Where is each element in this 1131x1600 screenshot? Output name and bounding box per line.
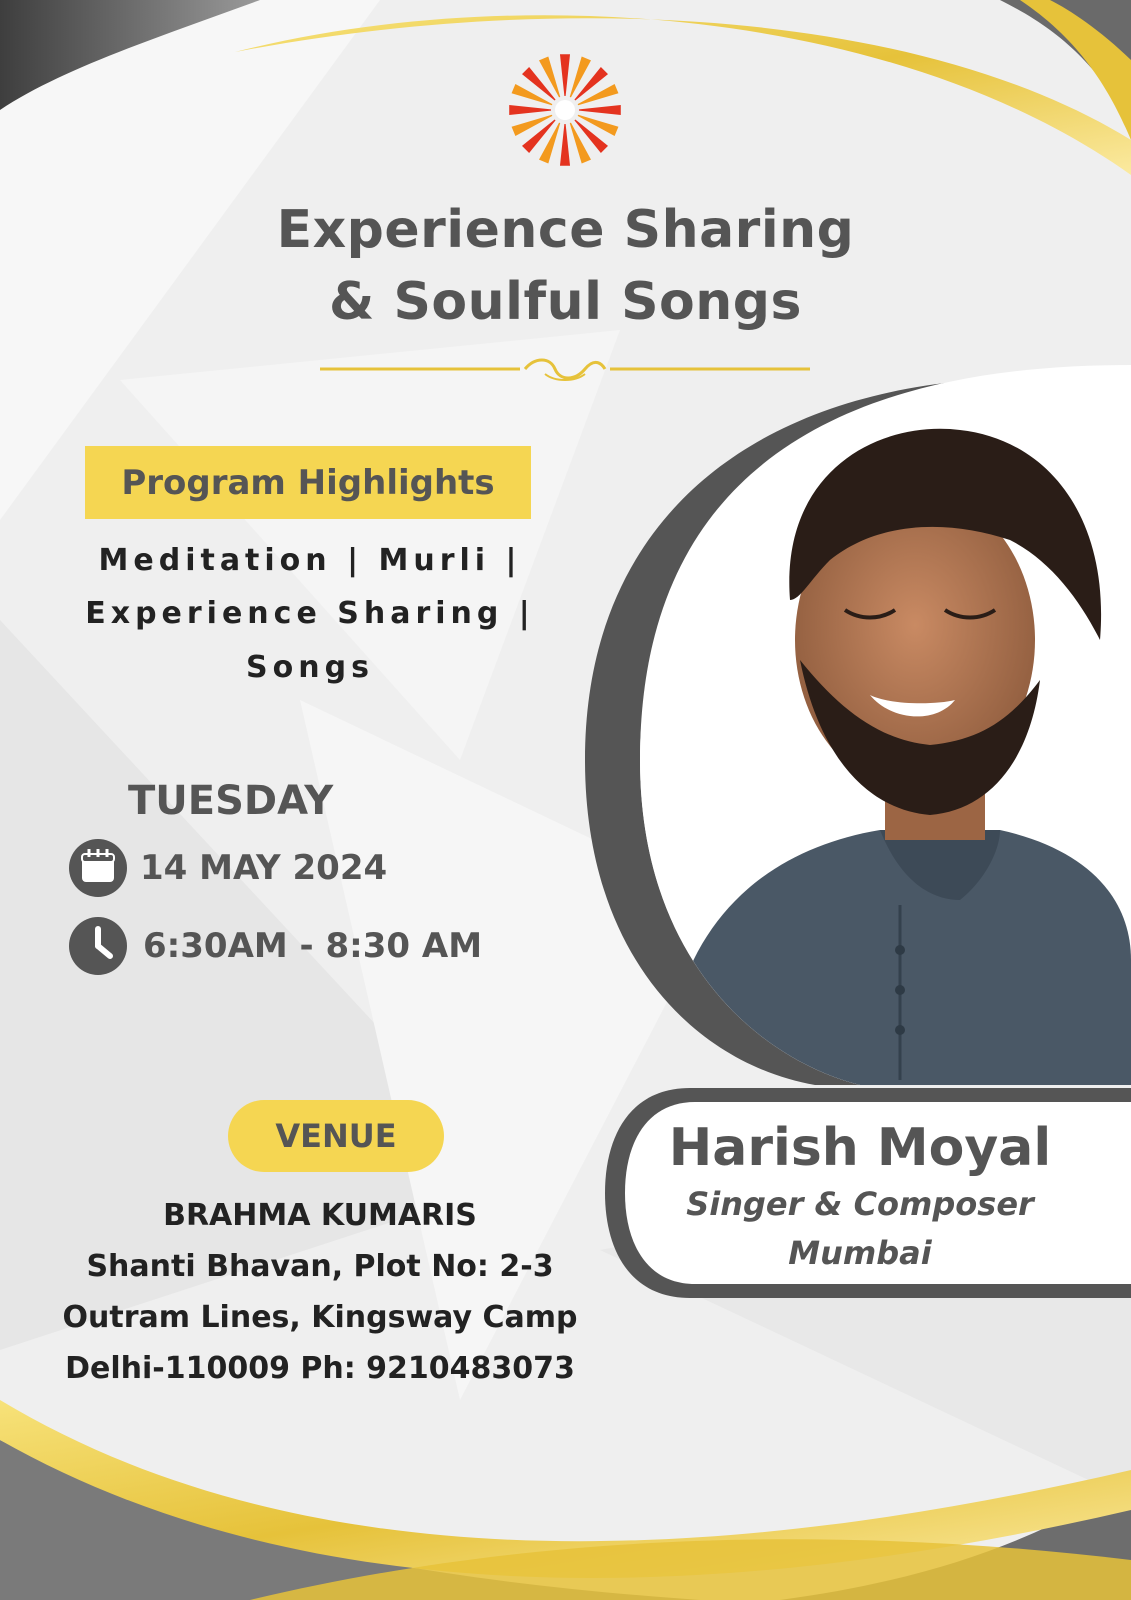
logo-ray xyxy=(512,84,553,105)
speaker-city: Mumbai xyxy=(788,1234,932,1272)
highlights-label: Program Highlights xyxy=(121,462,495,503)
venue-label: VENUE xyxy=(275,1117,397,1155)
logo-ray xyxy=(579,105,621,115)
logo-ray xyxy=(570,57,591,98)
venue-line-4: Delhi-110009 Ph: 9210483073 xyxy=(65,1351,575,1386)
ornament-divider xyxy=(320,354,810,384)
venue-line-1: BRAHMA KUMARIS xyxy=(163,1198,477,1233)
logo-ray xyxy=(570,123,591,164)
speaker-name-wrap xyxy=(620,1118,1131,1178)
title-line-1: Experience Sharing xyxy=(276,200,855,260)
event-time: 6:30AM - 8:30 AM xyxy=(143,926,483,966)
logo-ray xyxy=(512,115,553,136)
speaker-role-wrap xyxy=(620,1185,1131,1223)
highlights-line-3: Songs xyxy=(246,650,374,685)
logo-ray xyxy=(539,123,560,164)
venue-line-3: Outram Lines, Kingsway Camp xyxy=(62,1300,578,1335)
logo-ray xyxy=(578,84,619,105)
logo-ray xyxy=(578,115,619,136)
sun-rays-logo xyxy=(509,48,621,176)
speaker-role: Singer & Composer xyxy=(686,1185,1034,1223)
title-line-2: & Soulful Songs xyxy=(329,272,802,332)
venue-pill xyxy=(228,1100,444,1172)
event-date: 14 MAY 2024 xyxy=(140,848,388,888)
logo-ray xyxy=(539,57,560,98)
speaker-name: Harish Moyal xyxy=(668,1118,1052,1178)
clock-icon xyxy=(68,916,128,976)
logo-center xyxy=(555,100,575,120)
event-day: TUESDAY xyxy=(128,778,334,824)
speaker-city-wrap xyxy=(620,1234,1131,1272)
logo-ray xyxy=(560,54,570,96)
highlights-line-1: Meditation | Murli | xyxy=(98,543,522,578)
venue-line-2: Shanti Bhavan, Plot No: 2-3 xyxy=(86,1249,554,1284)
highlights-line-2: Experience Sharing | xyxy=(85,596,535,631)
logo-ray xyxy=(560,124,570,166)
calendar-icon xyxy=(68,838,128,898)
highlights-label-box xyxy=(85,446,531,519)
logo-ray xyxy=(509,105,551,115)
